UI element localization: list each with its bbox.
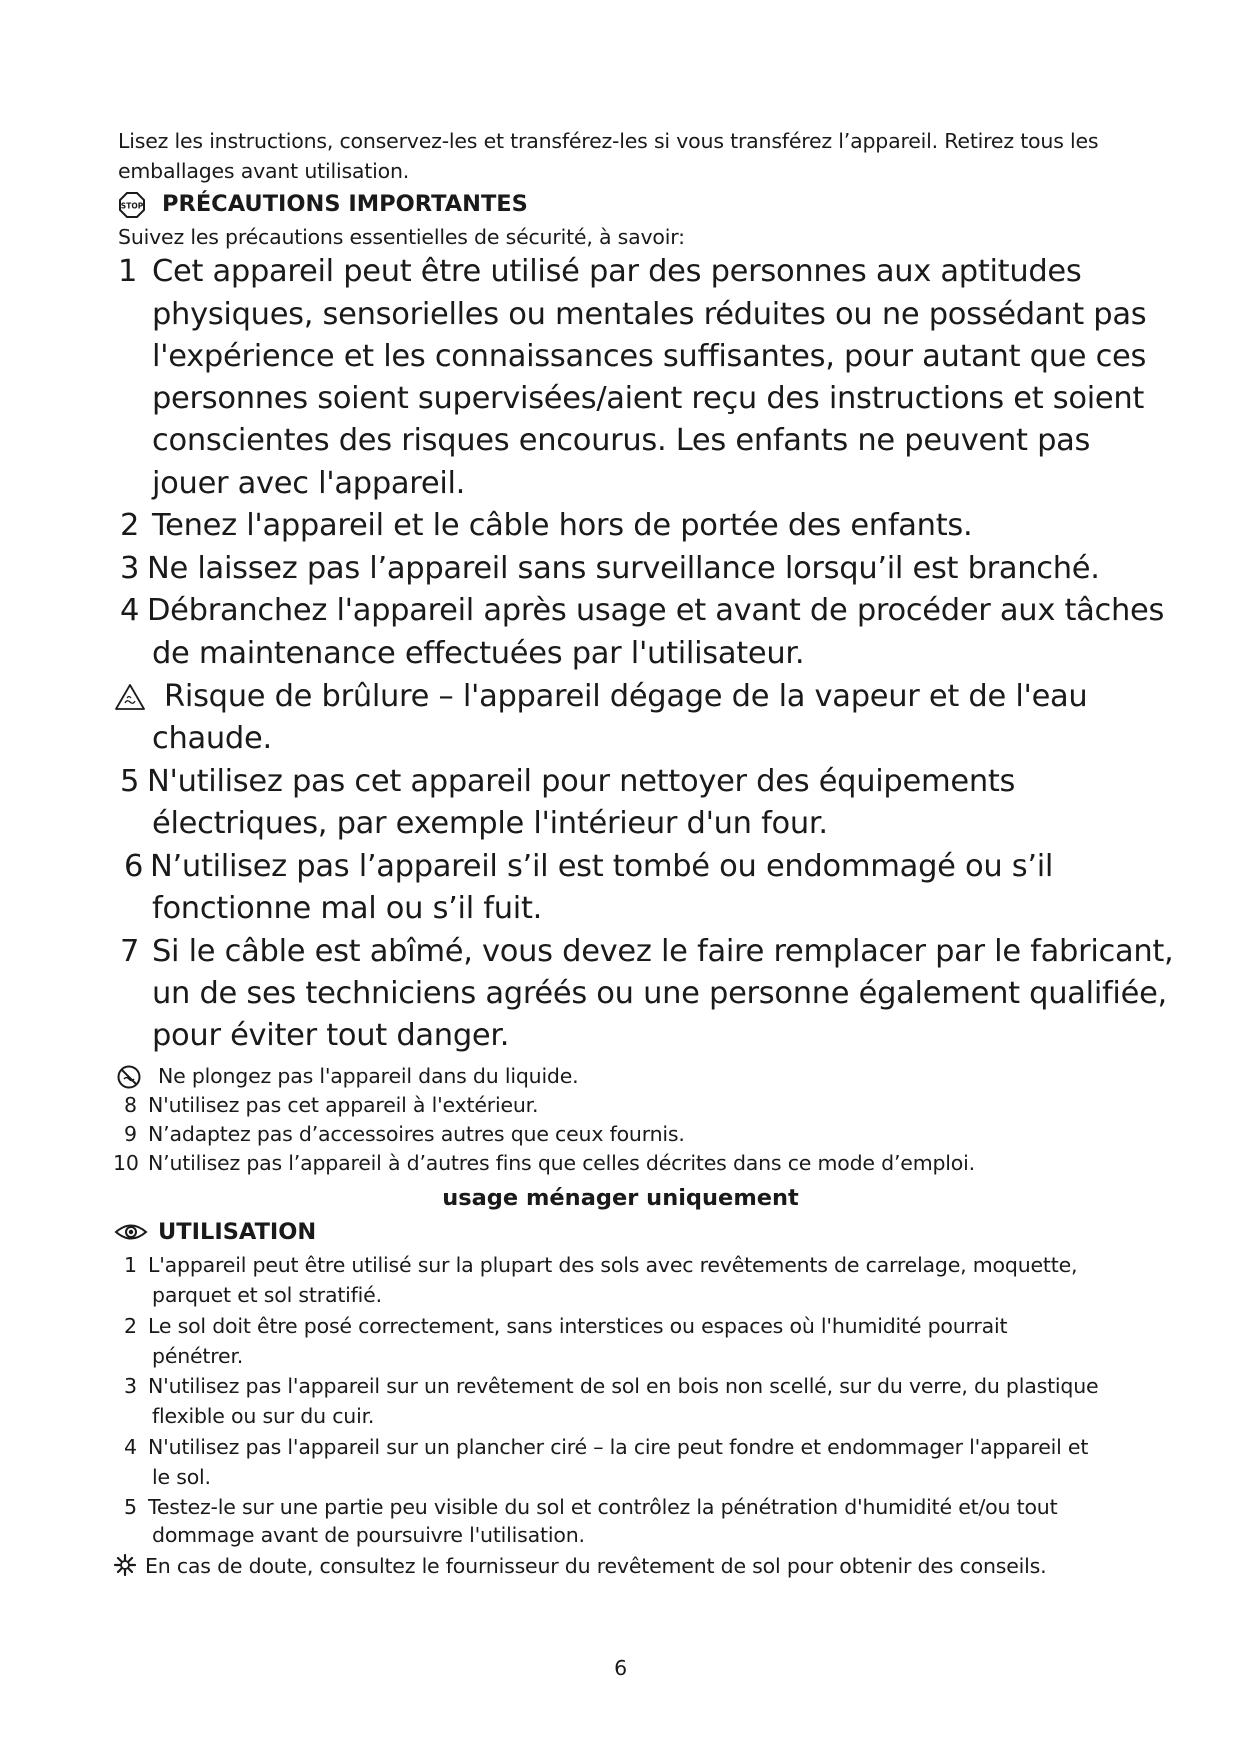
burn-warning-line: Risque de brûlure – l'appareil dégage de la vapeur et de l'eau: [164, 679, 1088, 714]
item-line: Le sol doit être posé correctement, sans interstices ou espaces où l'humidité pourrait: [148, 1314, 1008, 1338]
item-line: N'utilisez pas cet appareil pour nettoyer des équipements: [147, 764, 1016, 799]
item-number: 2: [120, 508, 140, 543]
item-line: pour éviter tout danger.: [152, 1018, 510, 1053]
item-line: le sol.: [152, 1465, 211, 1489]
item-line: N’utilisez pas l’appareil s’il est tombé ou endommagé ou s’il: [150, 849, 1054, 884]
intro-line: emballages avant utilisation.: [118, 159, 410, 183]
item-line: N'utilisez pas l'appareil sur un plancher ciré – la cire peut fondre et endommager l'appareil et: [148, 1435, 1089, 1459]
item-line: physiques, sensorielles ou mentales réduites ou ne possédant pas: [152, 297, 1147, 332]
stop-icon: [118, 191, 146, 219]
item-line: N’adaptez pas d’accessoires autres que ceux fournis.: [148, 1122, 685, 1146]
utilisation-heading: UTILISATION: [158, 1219, 317, 1245]
precautions-subheading: Suivez les précautions essentielles de sécurité, à savoir:: [118, 225, 685, 249]
item-number: 4: [120, 593, 140, 628]
intro-line: Lisez les instructions, conservez-les et transférez-les si vous transférez l’appareil. Retirez tous les: [118, 129, 1099, 153]
item-number: 5: [124, 1495, 137, 1519]
item-line: N’utilisez pas l’appareil à d’autres fins que celles décrites dans ce mode d’emploi.: [148, 1151, 975, 1175]
item-line: Débranchez l'appareil après usage et avant de procéder aux tâches: [147, 593, 1165, 628]
tip-text: En cas de doute, consultez le fournisseur du revêtement de sol pour obtenir des conseils.: [145, 1554, 1047, 1578]
item-line: L'appareil peut être utilisé sur la plupart des sols avec revêtements de carrelage, moquette,: [148, 1253, 1078, 1277]
item-number: 1: [118, 254, 138, 289]
item-number: 9: [124, 1122, 137, 1146]
warning-triangle-icon: [114, 683, 146, 711]
svg-text:STOP: STOP: [120, 201, 144, 211]
item-line: N'utilisez pas l'appareil sur un revêtement de sol en bois non scellé, sur du verre, du plastique: [148, 1374, 1099, 1398]
item-line: personnes soient supervisées/aient reçu des instructions et soient: [152, 381, 1145, 416]
item-number: 4: [124, 1435, 137, 1459]
item-number: 3: [120, 551, 140, 586]
item-line: flexible ou sur du cuir.: [152, 1404, 375, 1428]
item-line: l'expérience et les connaissances suffisantes, pour autant que ces: [152, 339, 1147, 374]
item-line: fonctionne mal ou s’il fuit.: [152, 891, 542, 926]
item-line: un de ses techniciens agréés ou une personne également qualifiée,: [152, 976, 1167, 1011]
eye-icon: [114, 1221, 148, 1243]
item-number: 10: [113, 1151, 139, 1175]
household-use-note: usage ménager uniquement: [442, 1185, 799, 1211]
item-line: Cet appareil peut être utilisé par des personnes aux aptitudes: [152, 254, 1082, 289]
item-number: 5: [120, 764, 140, 799]
item-line: Tenez l'appareil et le câble hors de portée des enfants.: [152, 508, 973, 543]
burn-warning-line: chaude.: [152, 721, 272, 756]
item-line: Si le câble est abîmé, vous devez le faire remplacer par le fabricant,: [152, 934, 1174, 969]
precautions-heading: PRÉCAUTIONS IMPORTANTES: [162, 191, 528, 217]
item-number: 6: [124, 849, 144, 884]
item-number: 2: [124, 1314, 137, 1338]
item-line: Ne laissez pas l’appareil sans surveillance lorsqu’il est branché.: [147, 551, 1100, 586]
item-line: conscientes des risques encourus. Les enfants ne peuvent pas: [152, 423, 1091, 458]
page-number: 6: [614, 1656, 627, 1680]
item-number: 1: [124, 1253, 137, 1277]
tip-star-icon: [113, 1553, 137, 1577]
item-line: Testez-le sur une partie peu visible du sol et contrôlez la pénétration d'humidité et/ou tout: [148, 1495, 1058, 1519]
item-line: parquet et sol stratifié.: [152, 1283, 382, 1307]
item-line: de maintenance effectuées par l'utilisateur.: [152, 636, 805, 671]
no-immersion-text: Ne plongez pas l'appareil dans du liquide.: [158, 1064, 579, 1088]
item-line: N'utilisez pas cet appareil à l'extérieur.: [148, 1093, 539, 1117]
item-line: dommage avant de poursuivre l'utilisation.: [152, 1523, 585, 1547]
item-number: 8: [124, 1093, 137, 1117]
no-immersion-icon: [116, 1064, 142, 1090]
item-line: jouer avec l'appareil.: [152, 466, 466, 501]
item-number: 3: [124, 1374, 137, 1398]
item-line: pénétrer.: [152, 1344, 244, 1368]
item-number: 7: [120, 934, 140, 969]
item-line: électriques, par exemple l'intérieur d'un four.: [152, 806, 828, 841]
